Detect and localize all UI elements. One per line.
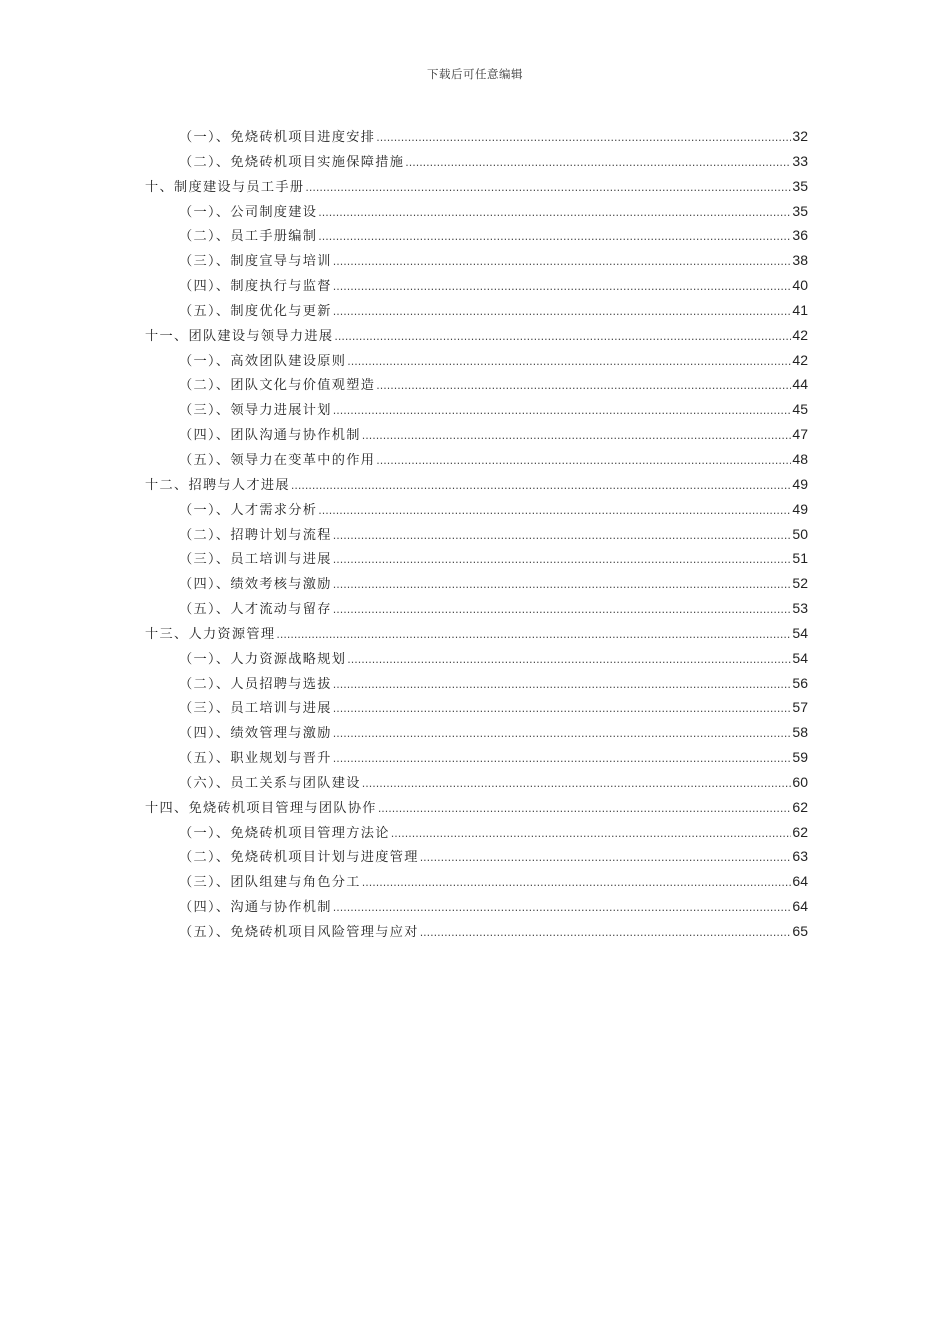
toc-entry-title: （一）、人力资源战略规划 <box>179 651 347 667</box>
toc-page-number: 35 <box>792 177 808 194</box>
toc-dot-leader <box>333 577 792 592</box>
toc-dot-leader <box>333 726 792 741</box>
toc-page-number: 65 <box>792 923 808 939</box>
toc-entry-title: 十、制度建设与员工手册 <box>145 179 305 195</box>
toc-dot-leader <box>362 776 792 791</box>
toc-dot-leader <box>333 677 792 692</box>
toc-dot-leader <box>362 428 792 443</box>
toc-entry-title: （一）、高效团队建设原则 <box>179 353 347 369</box>
toc-section-entry[interactable] <box>145 921 808 946</box>
toc-section-entry[interactable] <box>145 350 808 375</box>
toc-entry-title: （五）、职业规划与晋升 <box>179 751 332 767</box>
toc-page-number: 51 <box>792 550 808 567</box>
toc-dot-leader <box>334 329 791 344</box>
toc-section-entry[interactable] <box>145 722 808 747</box>
toc-entry-title: （二）、免烧砖机项目计划与进度管理 <box>179 850 419 866</box>
toc-page-number: 33 <box>792 152 808 169</box>
toc-section-entry[interactable] <box>145 573 808 598</box>
toc-page-number: 54 <box>792 624 808 641</box>
toc-page-number: 49 <box>792 500 808 517</box>
toc-page-number: 62 <box>792 798 808 815</box>
toc-section-entry[interactable] <box>145 896 808 921</box>
toc-entry-title: （一）、免烧砖机项目进度安排 <box>179 130 376 145</box>
toc-section-entry[interactable] <box>145 374 808 399</box>
toc-section-entry[interactable] <box>145 201 808 226</box>
toc-page-number: 35 <box>792 202 808 219</box>
toc-entry-title: （二）、招聘计划与流程 <box>179 527 332 543</box>
toc-entry-title: （三）、员工培训与进展 <box>179 701 332 717</box>
toc-section-entry[interactable] <box>145 151 808 176</box>
toc-entry-title: （三）、领导力进展计划 <box>179 403 332 419</box>
toc-dot-leader <box>333 552 792 567</box>
toc-entry-title: （四）、绩效考核与激励 <box>179 577 332 593</box>
toc-dot-leader <box>333 602 792 617</box>
toc-entry-title: （三）、员工培训与进展 <box>179 552 332 568</box>
toc-chapter-entry[interactable] <box>145 176 808 201</box>
toc-entry-title: 十一、团队建设与领导力进展 <box>145 328 334 344</box>
toc-dot-leader <box>376 130 791 145</box>
toc-page-number: 42 <box>792 351 808 368</box>
toc-section-entry[interactable] <box>145 300 808 325</box>
toc-section-entry[interactable] <box>145 697 808 722</box>
toc-section-entry[interactable] <box>145 399 808 424</box>
toc-page-number: 40 <box>792 277 808 294</box>
toc-dot-leader <box>333 751 792 766</box>
toc-page-number: 45 <box>792 401 808 418</box>
toc-section-entry[interactable] <box>145 275 808 300</box>
toc-dot-leader <box>362 875 792 890</box>
toc-dot-leader <box>276 627 791 642</box>
toc-section-entry[interactable] <box>145 598 808 623</box>
toc-dot-leader <box>333 403 792 418</box>
toc-entry-title: （六）、员工关系与团队建设 <box>179 775 361 791</box>
toc-dot-leader <box>333 701 792 716</box>
toc-entry-title: （四）、沟通与协作机制 <box>179 900 332 916</box>
toc-section-entry[interactable] <box>145 449 808 474</box>
toc-entry-title: 十三、人力资源管理 <box>145 626 276 642</box>
toc-dot-leader <box>405 155 791 170</box>
toc-section-entry[interactable] <box>145 747 808 772</box>
toc-section-entry[interactable] <box>145 648 808 673</box>
toc-dot-leader <box>420 925 792 940</box>
toc-page-number: 59 <box>792 749 808 766</box>
toc-dot-leader <box>378 801 792 816</box>
toc-section-entry[interactable] <box>145 250 808 275</box>
toc-dot-leader <box>333 279 792 294</box>
toc-page-number: 63 <box>792 848 808 865</box>
toc-entry-title: （一）、公司制度建设 <box>179 204 318 220</box>
toc-page-number: 50 <box>792 525 808 542</box>
toc-entry-title: （三）、制度宣导与培训 <box>179 254 332 270</box>
toc-page-number: 38 <box>792 252 808 269</box>
toc-section-entry[interactable] <box>145 524 808 549</box>
toc-page-number: 60 <box>792 773 808 790</box>
toc-entry-title: （一）、人才需求分析 <box>179 502 318 518</box>
toc-dot-leader <box>333 304 792 319</box>
toc-dot-leader <box>318 503 791 518</box>
toc-section-entry[interactable] <box>145 126 808 151</box>
toc-entry-title: （三）、团队组建与角色分工 <box>179 875 361 891</box>
toc-dot-leader <box>376 378 791 393</box>
toc-entry-title: （五）、制度优化与更新 <box>179 303 332 319</box>
toc-page-number: 53 <box>792 600 808 617</box>
toc-page-number: 62 <box>792 823 808 840</box>
toc-section-entry[interactable] <box>145 225 808 250</box>
toc-page-number: 64 <box>792 898 808 915</box>
toc-page-number: 57 <box>792 699 808 716</box>
toc-page-number: 56 <box>792 674 808 691</box>
table-of-contents <box>145 126 808 946</box>
toc-entry-title: （五）、领导力在变革中的作用 <box>179 452 376 468</box>
toc-chapter-entry[interactable] <box>145 325 808 350</box>
toc-entry-title: （四）、制度执行与监督 <box>179 279 332 295</box>
toc-entry-title: （二）、免烧砖机项目实施保障措施 <box>179 154 405 170</box>
toc-dot-leader <box>420 850 792 865</box>
toc-entry-title: （二）、团队文化与价值观塑造 <box>179 378 376 394</box>
toc-section-entry[interactable] <box>145 871 808 896</box>
toc-section-entry[interactable] <box>145 772 808 797</box>
toc-section-entry[interactable] <box>145 499 808 524</box>
toc-page-number: 47 <box>792 426 808 443</box>
toc-entry-title: 十二、招聘与人才进展 <box>145 477 290 493</box>
toc-dot-leader <box>347 652 791 667</box>
toc-entry-title: （四）、绩效管理与激励 <box>179 726 332 742</box>
toc-chapter-entry[interactable] <box>145 797 808 822</box>
toc-section-entry[interactable] <box>145 822 808 847</box>
toc-page-number: 64 <box>792 873 808 890</box>
toc-dot-leader <box>347 354 791 369</box>
toc-page-number: 36 <box>792 227 808 244</box>
toc-page-number: 58 <box>792 724 808 741</box>
toc-entry-title: （四）、团队沟通与协作机制 <box>179 428 361 444</box>
toc-dot-leader <box>318 229 791 244</box>
toc-section-entry[interactable] <box>145 548 808 573</box>
toc-dot-leader <box>291 478 792 493</box>
toc-page-number: 32 <box>792 128 808 144</box>
toc-page-number: 49 <box>792 475 808 492</box>
toc-entry-title: （五）、免烧砖机项目风险管理与应对 <box>179 925 419 940</box>
toc-page-number: 41 <box>792 301 808 318</box>
toc-entry-title: （二）、人员招聘与选拔 <box>179 676 332 692</box>
toc-chapter-entry[interactable] <box>145 474 808 499</box>
toc-page-number: 48 <box>792 450 808 467</box>
toc-dot-leader <box>305 180 791 195</box>
toc-dot-leader <box>333 254 792 269</box>
toc-page-number: 52 <box>792 575 808 592</box>
page-header: 下载后可任意编辑 <box>427 67 523 81</box>
toc-page-number: 42 <box>792 326 808 343</box>
toc-dot-leader <box>391 826 792 841</box>
toc-dot-leader <box>333 528 792 543</box>
toc-page-number: 54 <box>792 649 808 666</box>
toc-entry-title: （五）、人才流动与留存 <box>179 602 332 618</box>
toc-chapter-entry[interactable] <box>145 623 808 648</box>
toc-entry-title: （二）、员工手册编制 <box>179 229 318 245</box>
toc-page-number: 44 <box>792 376 808 393</box>
toc-section-entry[interactable] <box>145 673 808 698</box>
toc-entry-title: 十四、免烧砖机项目管理与团队协作 <box>145 800 377 816</box>
toc-section-entry[interactable] <box>145 424 808 449</box>
toc-dot-leader <box>333 900 792 915</box>
toc-dot-leader <box>376 453 791 468</box>
toc-section-entry[interactable] <box>145 846 808 871</box>
toc-dot-leader <box>318 205 791 220</box>
toc-entry-title: （一）、免烧砖机项目管理方法论 <box>179 825 390 841</box>
